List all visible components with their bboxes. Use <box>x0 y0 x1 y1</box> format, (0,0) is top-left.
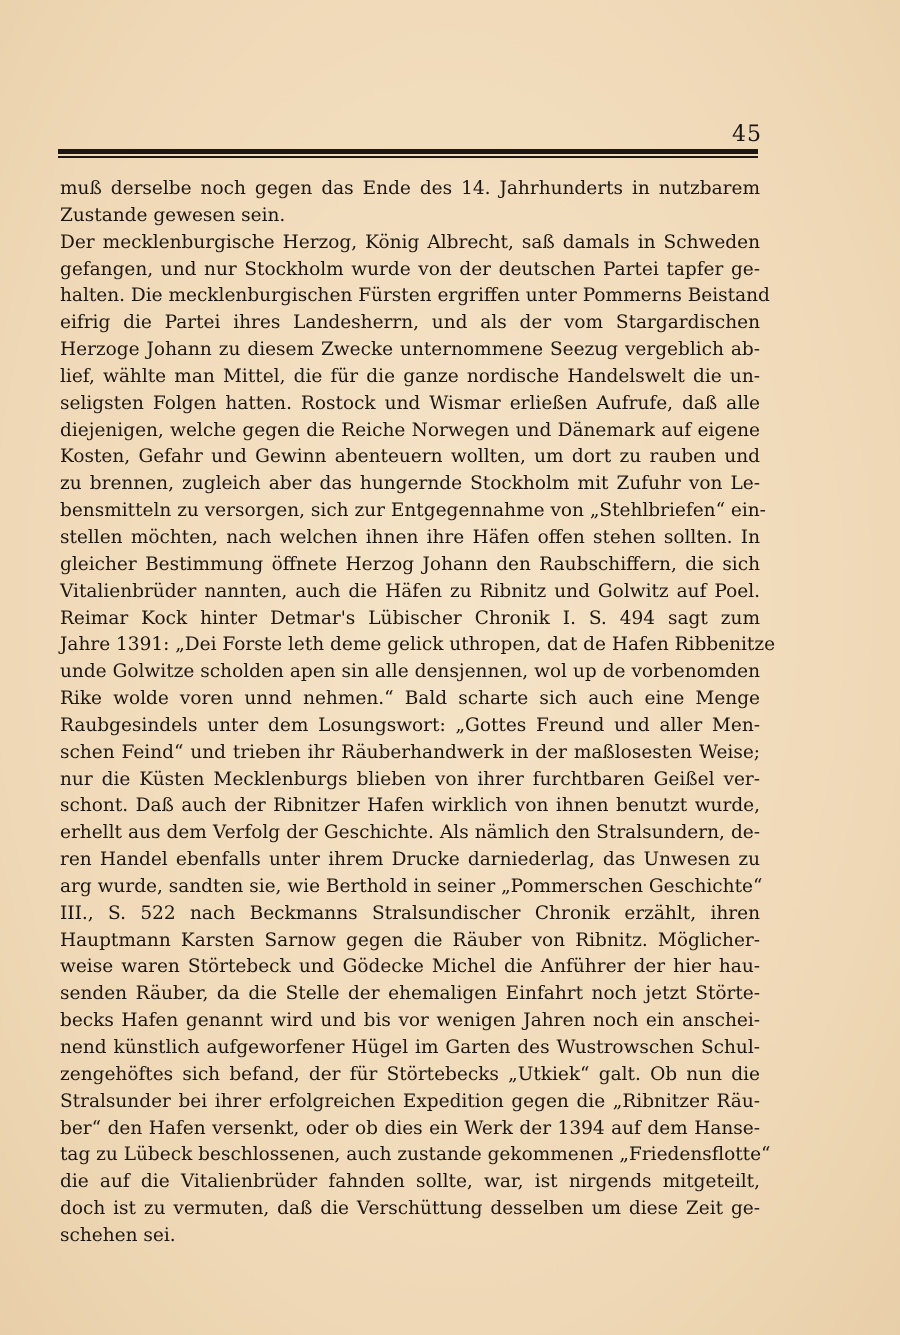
text-line: die auf die Vitalienbrüder fahnden sollte, war, ist nirgends mitgeteilt, <box>60 1171 760 1193</box>
text-line: seligsten Folgen hatten. Rostock und Wismar erließen Aufrufe, daß alle <box>60 392 760 414</box>
text-line: diejenigen, welche gegen die Reiche Norwegen und Dänemark auf eigene <box>60 419 760 441</box>
text-line: weise waren Störtebeck und Gödecke Michel die Anführer der hier hau- <box>60 956 760 978</box>
text-line: Reimar Kock hinter Detmar's Lübischer Chronik I. S. 494 sagt zum <box>60 607 760 629</box>
text-line: becks Hafen genannt wird und bis vor wenigen Jahren noch ein anschei- <box>60 1010 760 1032</box>
text-line: Vitalienbrüder nannten, auch die Häfen zu Ribnitz und Golwitz auf Poel. <box>60 580 760 602</box>
text-line: zengehöftes sich befand, der für Störtebecks „Utkiek“ galt. Ob nun die <box>60 1063 760 1085</box>
text-line: senden Räuber, da die Stelle der ehemaligen Einfahrt noch jetzt Störte- <box>60 983 760 1005</box>
text-line: gefangen, und nur Stockholm wurde von der deutschen Partei tapfer ge- <box>60 258 760 280</box>
text-line: Herzoge Johann zu diesem Zwecke unternommene Seezug vergeblich ab- <box>60 339 760 361</box>
text-line: Raubgesindels unter dem Losungswort: „Gottes Freund und aller Men- <box>60 714 760 736</box>
text-line: tag zu Lübeck beschlossenen, auch zustande gekommenen „Friedensflotte“ <box>60 1144 771 1166</box>
text-line: zu brennen, zugleich aber das hungernde Stockholm mit Zufuhr von Le- <box>60 473 760 495</box>
text-line: III., S. 522 nach Beckmanns Stralsundischer Chronik erzählt, ihren <box>60 902 760 924</box>
page-number: 45 <box>732 122 762 147</box>
text-line: Der mecklenburgische Herzog, König Albrecht, saß damals in Schweden <box>60 231 760 253</box>
text-line: erhellt aus dem Verfolg der Geschichte. Als nämlich den Stralsundern, de- <box>60 822 760 844</box>
text-line: schehen sei. <box>60 1224 176 1246</box>
text-line: Rike wolde voren unnd nehmen.“ Bald scharte sich auch eine Menge <box>60 688 760 710</box>
text-line: doch ist zu vermuten, daß die Verschüttung desselben um diese Zeit ge- <box>60 1198 760 1220</box>
text-line: ber“ den Hafen versenkt, oder ob dies ein Werk der 1394 auf dem Hanse- <box>60 1117 760 1139</box>
text-line: Kosten, Gefahr und Gewinn abenteuern wollten, um dort zu rauben und <box>60 446 760 468</box>
text-line: bensmitteln zu versorgen, sich zur Entgegennahme von „Stehlbriefen“ ein- <box>60 500 766 522</box>
text-line: Stralsunder bei ihrer erfolgreichen Expedition gegen die „Ribnitzer Räu- <box>60 1090 760 1112</box>
text-line: Hauptmann Karsten Sarnow gegen die Räuber von Ribnitz. Möglicher- <box>60 929 760 951</box>
header-rule-thin <box>58 156 758 158</box>
text-line: ren Handel ebenfalls unter ihrem Drucke darniederlag, das Unwesen zu <box>60 849 760 871</box>
text-line: muß derselbe noch gegen das Ende des 14. Jahrhunderts in nutzbarem <box>60 178 760 199</box>
text-line: stellen möchten, nach welchen ihnen ihre Häfen offen stehen sollten. In <box>60 526 760 548</box>
text-line: nur die Küsten Mecklenburgs blieben von ihrer furchtbaren Geißel ver- <box>60 768 760 790</box>
text-line: lief, wählte man Mittel, die für die ganze nordische Handelswelt die un- <box>60 365 760 387</box>
text-line: schen Feind“ und trieben ihr Räuberhandwerk in der maßlosesten Weise; <box>60 741 760 763</box>
text-line: Zustande gewesen sein. <box>60 204 286 226</box>
text-line: gleicher Bestimmung öffnete Herzog Johann den Raubschiffern, die sich <box>60 553 760 575</box>
text-line: Jahre 1391: „Dei Forste leth deme gelick uthropen, dat de Hafen Ribbenitze <box>60 634 776 656</box>
text-line: schont. Daß auch der Ribnitzer Hafen wirklich von ihnen benutzt wurde, <box>60 795 760 817</box>
header-rule-thick <box>58 149 758 154</box>
text-line: halten. Die mecklenburgischen Fürsten ergriffen unter Pommerns Beistand <box>60 285 770 307</box>
text-line: arg wurde, sandten sie, wie Berthold in seiner „Pommerschen Geschichte“ <box>60 875 763 897</box>
body-text <box>60 176 776 1250</box>
text-line: unde Golwitze scholden apen sin alle densjennen, wol up de vorbenomden <box>60 661 760 683</box>
text-line: eifrig die Partei ihres Landesherrn, und als der vom Stargardischen <box>60 312 760 334</box>
text-line: nend künstlich aufgeworfener Hügel im Garten des Wustrowschen Schul- <box>60 1037 760 1058</box>
